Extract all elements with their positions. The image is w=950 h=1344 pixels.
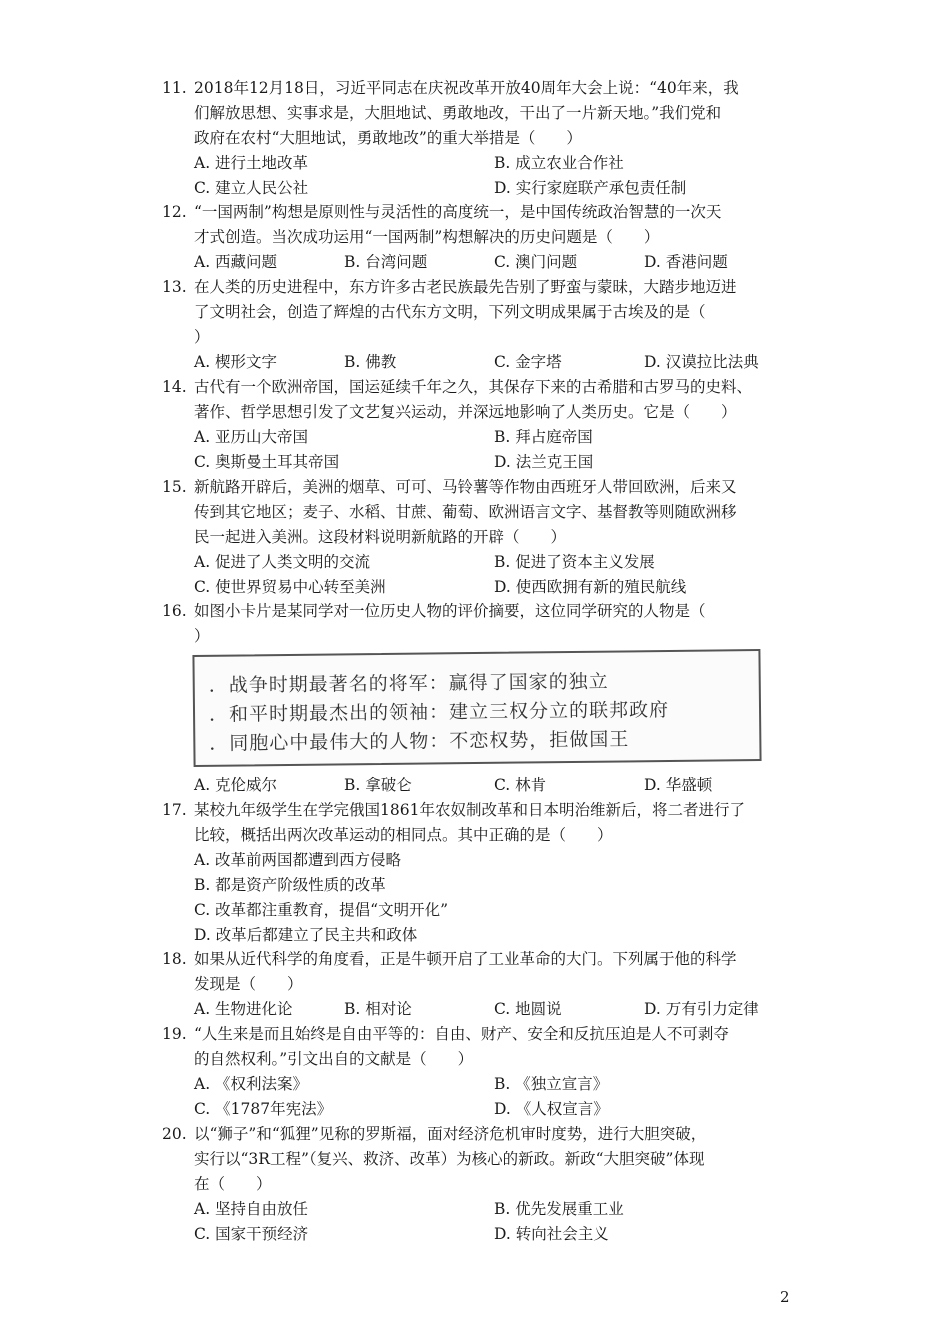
evaluation-card-image <box>192 649 761 767</box>
options <box>194 250 802 275</box>
question-stem: 以“狮子”和“狐狸”见称的罗斯福，面对经济危机审时度势，进行大胆突破， 实行以“3R工程”（复兴、救济、改革）为核心的新政。新政“大胆突破”体现 在（ ） <box>194 1125 707 1193</box>
question-number: 20. <box>162 1125 187 1143</box>
options <box>194 848 802 948</box>
option-b: B. 拿破仑 <box>344 776 412 794</box>
option-c: C. 改革都注重教育，提倡“文明开化” <box>194 901 449 919</box>
question-stem: 古代有一个欧洲帝国，国运延续千年之久，其保存下来的古希腊和古罗马的史料、 著作、哲学思想引发了文艺复兴运动，并深远地影响了人类历史。它是（ ） <box>194 378 753 421</box>
question-number: 17. <box>162 801 187 819</box>
question-11 <box>162 76 802 201</box>
options <box>194 1072 802 1122</box>
option-c: C. 林肯 <box>494 776 547 794</box>
options <box>194 151 802 201</box>
question-13 <box>162 275 802 375</box>
option-c: C. 国家干预经济 <box>194 1225 309 1243</box>
option-b: B. 《独立宣言》 <box>494 1075 609 1093</box>
question-stem: 如图小卡片是某同学对一位历史人物的评价摘要，这位同学研究的人物是（ ） <box>194 602 706 645</box>
question-number: 16. <box>162 602 187 620</box>
option-a: A. 坚持自由放任 <box>194 1200 309 1218</box>
option-b: B. 都是资产阶级性质的改革 <box>194 876 386 894</box>
option-a: A. 楔形文字 <box>194 353 278 371</box>
question-number: 14. <box>162 378 187 396</box>
question-17 <box>162 798 802 948</box>
option-d: D. 《人权宣言》 <box>494 1100 609 1118</box>
option-a: A. 亚历山大帝国 <box>194 428 309 446</box>
option-d: D. 法兰克王国 <box>494 453 594 471</box>
question-number: 11. <box>162 79 187 97</box>
option-d: D. 香港问题 <box>644 253 728 271</box>
options <box>194 773 802 798</box>
question-16-options <box>162 773 802 798</box>
question-19 <box>162 1022 802 1122</box>
question-18 <box>162 947 802 1022</box>
option-c: C. 建立人民公社 <box>194 179 309 197</box>
option-d: D. 使西欧拥有新的殖民航线 <box>494 578 687 596</box>
option-b: B. 优先发展重工业 <box>494 1200 624 1218</box>
option-a: A. 克伦威尔 <box>194 776 278 794</box>
question-15 <box>162 475 802 600</box>
option-c: C. 地圆说 <box>494 1000 562 1018</box>
options <box>194 425 802 475</box>
options <box>194 550 802 600</box>
question-stem: “一国两制”构想是原则性与灵活性的高度统一，是中国传统政治智慧的一次天 才式创造。当次成功运用“一国两制”构想解决的历史问题是（ ） <box>194 203 722 246</box>
question-20 <box>162 1122 802 1247</box>
question-number: 12. <box>162 203 187 221</box>
option-d: D. 改革后都建立了民主共和政体 <box>194 926 418 944</box>
question-stem: 在人类的历史进程中，东方许多古老民族最先告别了野蛮与蒙昧，大踏步地迈进 了文明社会，创造了辉煌的古代东方文明，下列文明成果属于古埃及的是（ ） <box>194 278 737 346</box>
option-c: C. 使世界贸易中心转至美洲 <box>194 578 386 596</box>
option-a: A. 改革前两国都遭到西方侵略 <box>194 851 402 869</box>
option-c: C. 《1787年宪法》 <box>194 1100 333 1118</box>
option-c: C. 澳门问题 <box>494 253 578 271</box>
card-line-3: ．同胞心中最伟大的人物：不恋权势，拒做国王 <box>209 728 630 755</box>
option-a: A. 《权利法案》 <box>194 1075 309 1093</box>
options <box>194 997 802 1022</box>
question-16 <box>162 599 802 649</box>
option-a: A. 进行土地改革 <box>194 154 309 172</box>
options <box>194 1197 802 1247</box>
question-number: 18. <box>162 950 187 968</box>
card-line-1: ．战争时期最著名的将军：赢得了国家的独立 <box>208 670 609 697</box>
option-b: B. 佛教 <box>344 353 397 371</box>
option-a: A. 西藏问题 <box>194 253 278 271</box>
question-number: 13. <box>162 278 187 296</box>
question-14 <box>162 375 802 475</box>
option-d: D. 转向社会主义 <box>494 1225 609 1243</box>
option-a: A. 促进了人类文明的交流 <box>194 553 371 571</box>
option-c: C. 奥斯曼土耳其帝国 <box>194 453 340 471</box>
question-number: 15. <box>162 478 187 496</box>
option-b: B. 成立农业合作社 <box>494 154 624 172</box>
option-b: B. 相对论 <box>344 1000 412 1018</box>
question-stem: “人生来是而且始终是自由平等的：自由、财产、安全和反抗压迫是人不可剥夺 的自然权利。”引文出自的文献是（ ） <box>194 1025 729 1068</box>
option-d: D. 汉谟拉比法典 <box>644 353 759 371</box>
option-b: B. 拜占庭帝国 <box>494 428 593 446</box>
question-stem: 新航路开辟后，美洲的烟草、可可、马铃薯等作物由西班牙人带回欧洲，后来又 传到其它地区；麦子、水稻、甘蔗、葡萄、欧洲语言文字、基督教等则随欧洲移 民一起进入美洲。这段材料说明新航路的开辟（ ） <box>194 478 737 546</box>
question-stem: 如果从近代科学的角度看，正是牛顿开启了工业革命的大门。下列属于他的科学 发现是（ ） <box>194 950 737 993</box>
option-c: C. 金字塔 <box>494 353 562 371</box>
option-b: B. 促进了资本主义发展 <box>494 553 655 571</box>
option-b: B. 台湾问题 <box>344 253 428 271</box>
option-d: D. 实行家庭联产承包责任制 <box>494 179 687 197</box>
question-stem: 某校九年级学生在学完俄国1861年农奴制改革和日本明治维新后，将二者进行了 比较，概括出两次改革运动的相同点。其中正确的是（ ） <box>194 801 745 844</box>
option-a: A. 生物进化论 <box>194 1000 293 1018</box>
page-number: 2 <box>780 1288 790 1306</box>
option-d: D. 万有引力定律 <box>644 1000 759 1018</box>
card-line-2: ．和平时期最杰出的领袖：建立三权分立的联邦政府 <box>208 698 670 726</box>
question-stem: 2018年12月18日，习近平同志在庆祝改革开放40周年大会上说：“40年来，我 们解放思想、实事求是，大胆地试、勇敢地改，干出了一片新天地。”我们党和 政府在农村“大胆地试，勇敢地改”的重大举措是（ ） <box>194 79 739 147</box>
options <box>194 350 802 375</box>
question-number: 19. <box>162 1025 187 1043</box>
question-12 <box>162 200 802 275</box>
option-d: D. 华盛顿 <box>644 776 713 794</box>
